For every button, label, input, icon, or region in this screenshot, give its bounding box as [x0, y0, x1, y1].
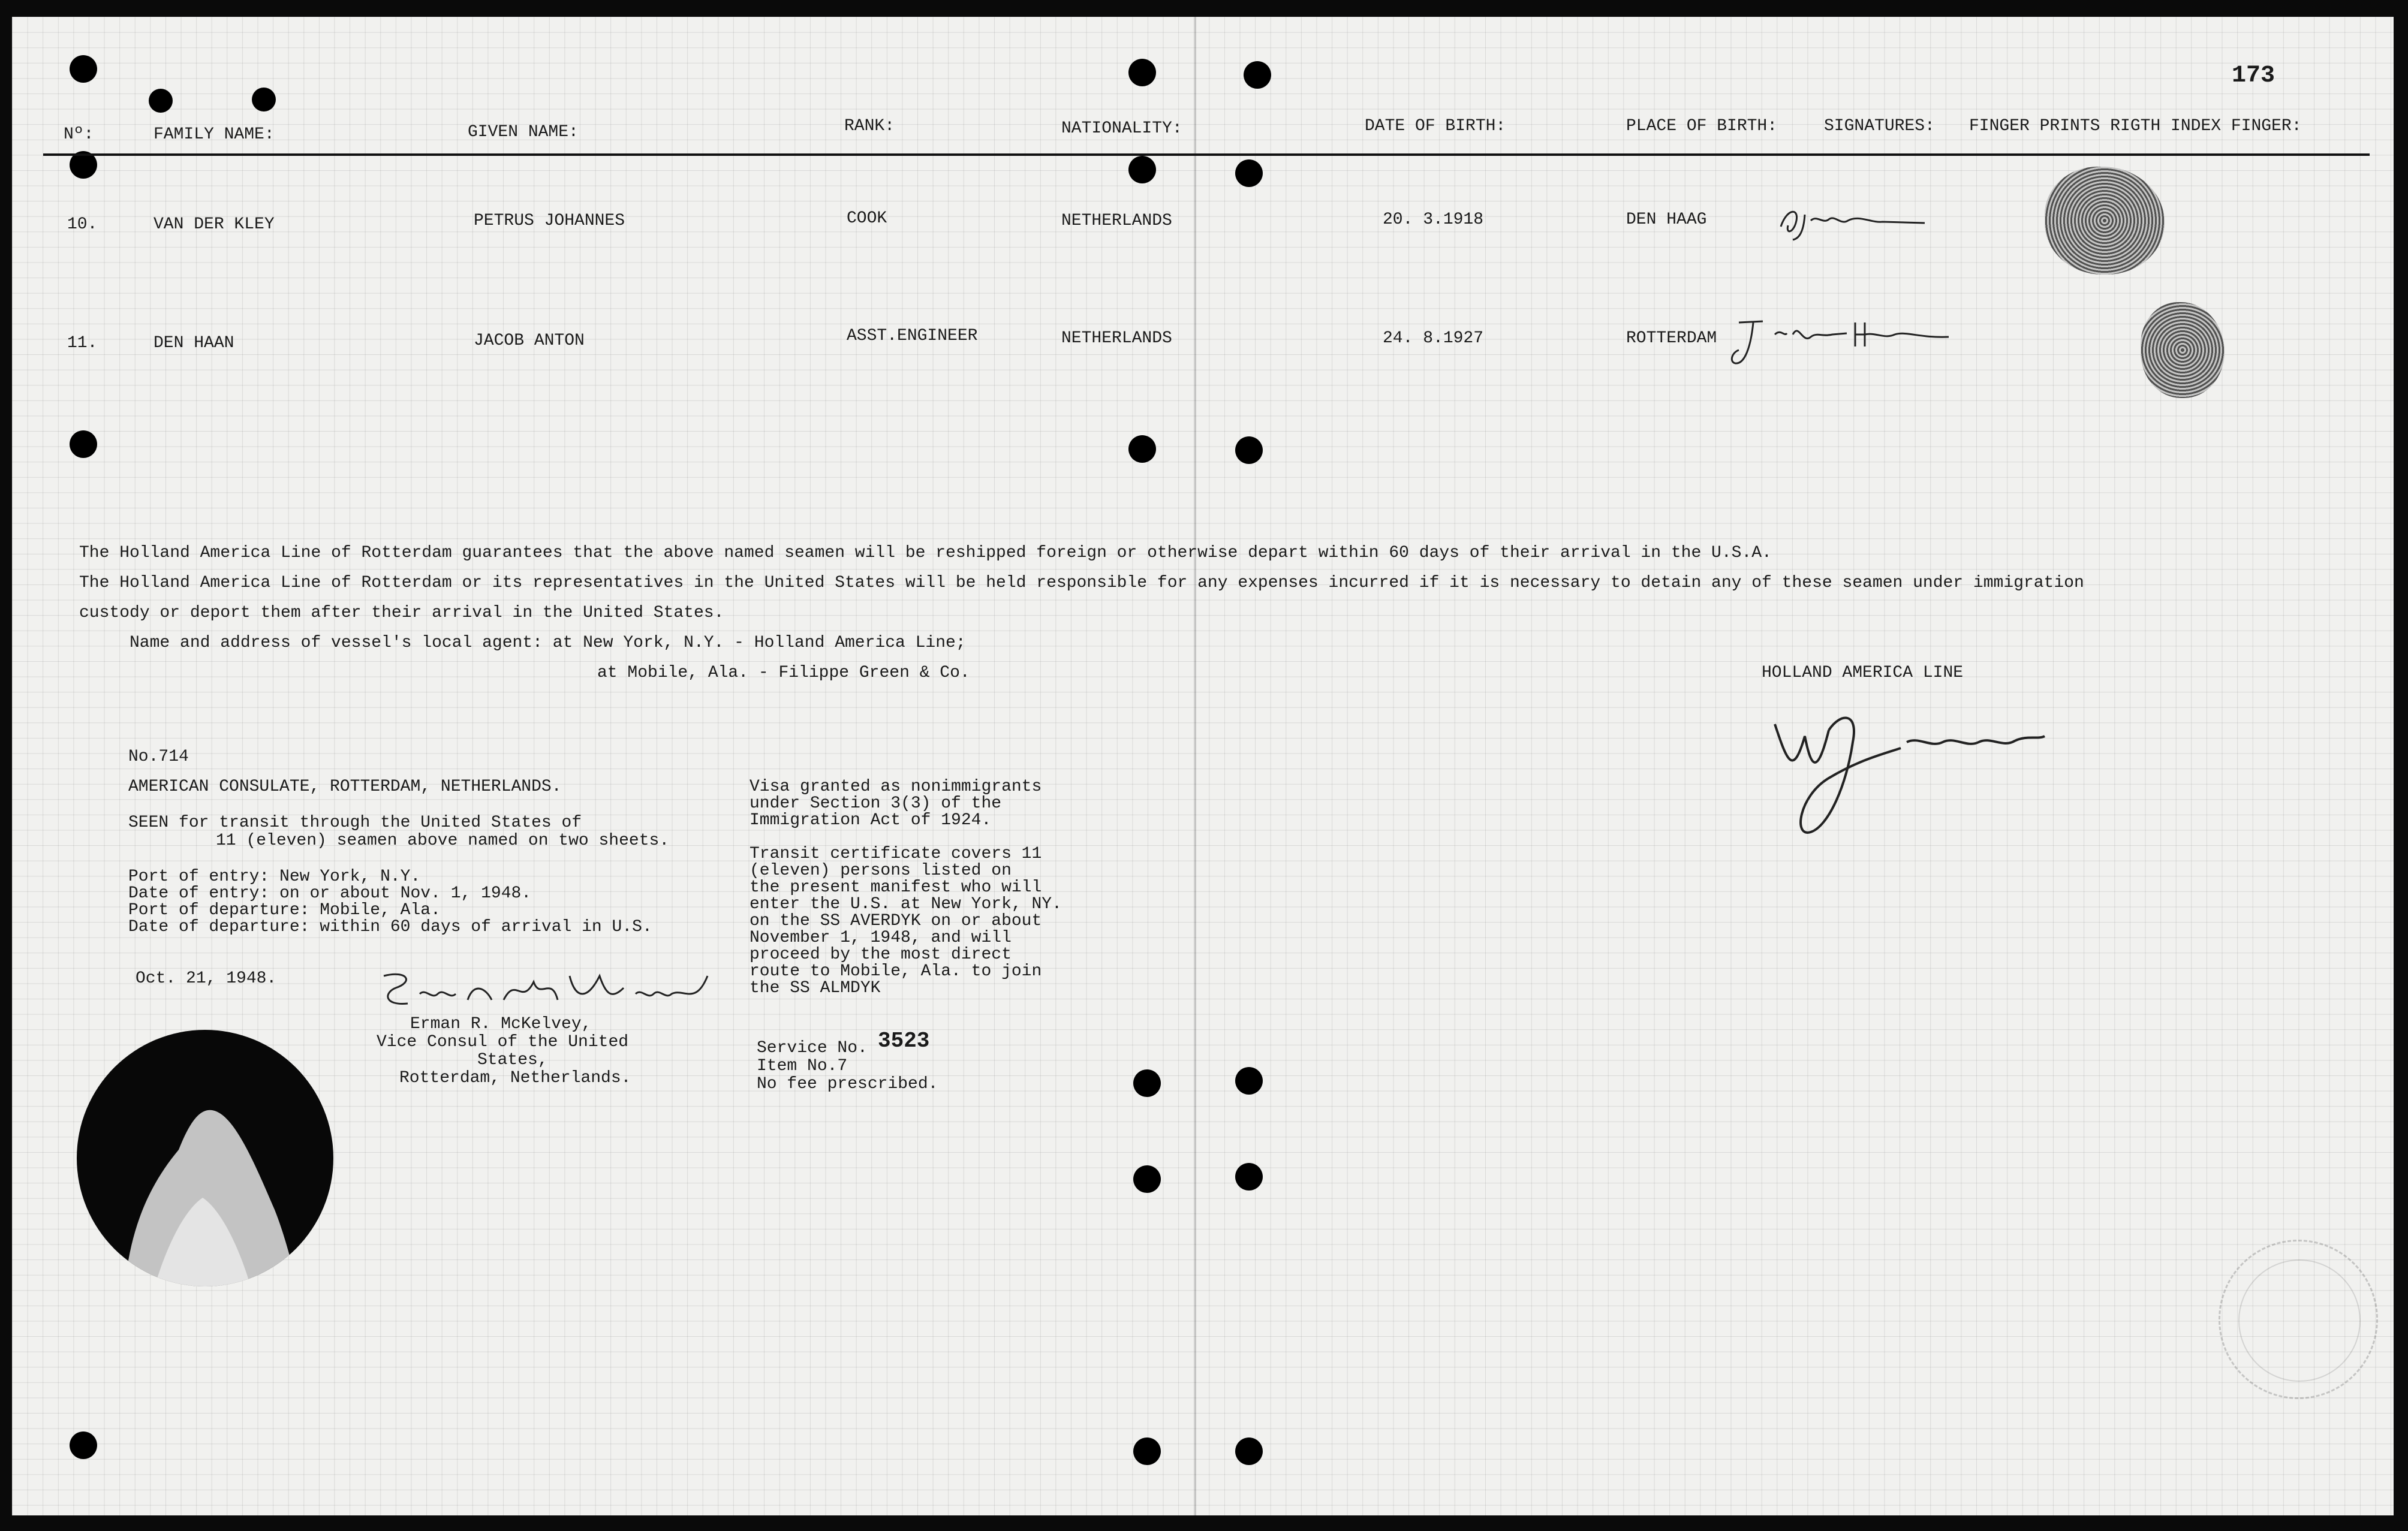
binder-hole: [252, 88, 276, 111]
port-of-entry: Port of entry: New York, N.Y.: [128, 867, 421, 886]
binder-hole: [70, 430, 97, 458]
fold-line: [1194, 17, 1196, 1515]
row-date-of-birth: 24. 8.1927: [1383, 329, 1484, 348]
binder-hole: [1235, 436, 1263, 464]
binder-hole: [1128, 156, 1156, 183]
fingerprint: [2045, 167, 2165, 275]
date-of-entry: Date of entry: on or about Nov. 1, 1948.: [128, 884, 532, 903]
fingerprint: [2141, 302, 2225, 398]
service-label: Service No.: [757, 1039, 868, 1057]
consulate-number: No.714: [128, 748, 189, 766]
manifest-page: [12, 17, 2394, 1515]
row-no: 11.: [67, 334, 98, 352]
transit-line-7: proceed by the most direct: [750, 945, 1012, 964]
row-rank: ASST.ENGINEER: [847, 327, 978, 345]
agent-line-2: at Mobile, Ala. - Filippe Green & Co.: [597, 664, 970, 682]
header-date-of-birth: DATE OF BIRTH:: [1365, 117, 1506, 135]
row-nationality: NETHERLANDS: [1061, 212, 1172, 230]
row-given-name: PETRUS JOHANNES: [474, 212, 625, 230]
binder-hole: [149, 89, 173, 113]
row-family-name: DEN HAAN: [153, 334, 234, 352]
row-given-name: JACOB ANTON: [474, 331, 585, 350]
header-nationality: NATIONALITY:: [1061, 119, 1182, 138]
agent-line-1: Name and address of vessel's local agent: at New York, N.Y. - Holland America Line;: [130, 634, 966, 652]
transit-line-3: the present manifest who will: [750, 878, 1042, 897]
guarantee-line-3: custody or deport them after their arrival in the United States.: [79, 604, 724, 622]
guarantee-line-1: The Holland America Line of Rotterdam guarantees that the above named seamen will be reshipped foreign or otherwise depart within 60 days of their arrival in the U.S.A.: [79, 544, 1772, 562]
signer-title-2: States,: [477, 1051, 548, 1069]
binder-hole: [1128, 435, 1156, 463]
consulate-name: AMERICAN CONSULATE, ROTTERDAM, NETHERLANDS.: [128, 777, 562, 796]
company-signature: [1739, 688, 2051, 844]
consulate-date: Oct. 21, 1948.: [136, 969, 277, 988]
embossed-seal: [2219, 1240, 2378, 1399]
company-label: HOLLAND AMERICA LINE: [1762, 664, 1964, 682]
transit-line-6: November 1, 1948, and will: [750, 929, 1012, 947]
seen-line-1: SEEN for transit through the United States of: [128, 813, 582, 832]
seal-texture: [77, 1030, 333, 1286]
port-of-departure: Port of departure: Mobile, Ala.: [128, 901, 441, 920]
header-rank: RANK:: [844, 117, 895, 135]
header-rule: [43, 153, 2370, 156]
transit-line-9: the SS ALMDYK: [750, 979, 881, 997]
row-place-of-birth: ROTTERDAM: [1626, 329, 1717, 348]
transit-line-8: route to Mobile, Ala. to join: [750, 962, 1042, 981]
seen-line-2: 11 (eleven) seamen above named on two sheets.: [216, 831, 670, 850]
seaman-signature: [1727, 311, 1955, 376]
binder-hole: [1235, 1437, 1263, 1465]
signer-title-1: Vice Consul of the United: [377, 1033, 629, 1051]
binder-hole: [1235, 1163, 1263, 1191]
binder-hole: [1133, 1069, 1161, 1097]
binder-hole: [70, 1431, 97, 1459]
seaman-signature: [1775, 197, 1931, 245]
header-no: Nº:: [64, 125, 94, 144]
guarantee-line-2: The Holland America Line of Rotterdam or its representatives in the United States will be held responsible for any expenses incurred if it is necessary to detain any of these seamen under immigration: [79, 574, 2084, 592]
fee-note: No fee prescribed.: [757, 1075, 938, 1093]
transit-line-4: enter the U.S. at New York, NY.: [750, 895, 1062, 914]
row-place-of-birth: DEN HAAG: [1626, 210, 1707, 229]
binder-hole: [1133, 1165, 1161, 1193]
date-of-departure: Date of departure: within 60 days of arrival in U.S.: [128, 918, 652, 936]
row-no: 10.: [67, 215, 98, 234]
transit-line-5: on the SS AVERDYK on or about: [750, 912, 1042, 930]
page-number: 173: [2232, 62, 2275, 89]
binder-hole: [1128, 59, 1156, 86]
header-place-of-birth: PLACE OF BIRTH:: [1626, 117, 1778, 135]
header-finger-prints: FINGER PRINTS RIGTH INDEX FINGER:: [1969, 117, 2302, 135]
row-nationality: NETHERLANDS: [1061, 329, 1172, 348]
signer-place: Rotterdam, Netherlands.: [399, 1069, 631, 1087]
binder-hole: [1244, 61, 1271, 89]
visa-line-1: Visa granted as nonimmigrants: [750, 777, 1042, 796]
row-rank: COOK: [847, 209, 887, 228]
service-number: 3523: [878, 1029, 930, 1053]
transit-line-2: (eleven) persons listed on: [750, 861, 1012, 880]
visa-line-2: under Section 3(3) of the: [750, 794, 1002, 813]
item-number: Item No.7: [757, 1057, 848, 1075]
row-date-of-birth: 20. 3.1918: [1383, 210, 1484, 229]
binder-hole: [70, 55, 97, 83]
binder-hole: [1235, 1067, 1263, 1095]
visa-line-3: Immigration Act of 1924.: [750, 811, 992, 830]
signer-name: Erman R. McKelvey,: [410, 1015, 592, 1033]
binder-hole: [1235, 159, 1263, 187]
consular-seal: [77, 1030, 333, 1286]
transit-line-1: Transit certificate covers 11: [750, 845, 1042, 863]
embossed-seal-inner: [2238, 1259, 2361, 1382]
row-family-name: VAN DER KLEY: [153, 215, 275, 234]
binder-hole: [1133, 1437, 1161, 1465]
header-given-name: GIVEN NAME:: [468, 123, 579, 141]
header-family-name: FAMILY NAME:: [153, 125, 275, 144]
header-signatures: SIGNATURES:: [1824, 117, 1935, 135]
